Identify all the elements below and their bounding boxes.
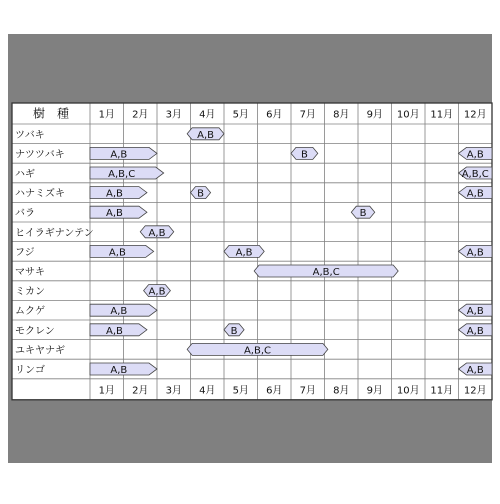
header-tree-species: 樹 種 — [32, 106, 70, 121]
period-bar-label: A,B — [108, 247, 126, 259]
month-label-top: 5月 — [232, 109, 249, 121]
species-name: ハナミズキ — [15, 188, 65, 200]
month-label-bottom: 5月 — [232, 385, 249, 397]
period-bar-label: A,B,C — [108, 169, 136, 180]
month-label-top: 1月 — [98, 109, 115, 121]
month-label-bottom: 3月 — [165, 385, 182, 397]
period-bar-label: A,B — [110, 365, 128, 376]
period-bar-label: A,B — [106, 188, 123, 200]
species-name: ユキヤナギ — [15, 345, 65, 357]
species-name: フジ — [15, 247, 35, 259]
species-name: ムクゲ — [15, 306, 45, 318]
period-bar-label: A,B — [106, 208, 123, 220]
month-label-bottom: 1月 — [98, 385, 115, 397]
species-name: マサキ — [15, 267, 45, 278]
period-bar-label: A,B,C — [312, 267, 340, 278]
month-label-bottom: 4月 — [199, 385, 216, 397]
period-bar-label: A,B — [148, 227, 166, 239]
species-name: ハギ — [15, 169, 35, 180]
species-name: ヒイラギナンテン — [15, 227, 94, 239]
period-bar-label: B — [197, 188, 204, 200]
month-label-top: 11月 — [430, 109, 454, 121]
month-label-bottom: 9月 — [366, 385, 383, 397]
month-label-top: 12月 — [463, 109, 487, 121]
month-label-top: 9月 — [366, 109, 383, 121]
species-name: ミカン — [15, 286, 45, 298]
period-bar-label: A,B — [466, 149, 484, 161]
month-label-bottom: 12月 — [463, 385, 487, 397]
period-bar-label: A,B — [466, 306, 484, 318]
month-label-top: 4月 — [199, 109, 216, 121]
species-name: バラ — [15, 208, 35, 220]
period-bar-label: A,B — [110, 149, 128, 161]
month-label-top: 7月 — [299, 109, 316, 121]
period-bar-label: B — [300, 149, 308, 161]
period-bar-label: B — [359, 208, 367, 220]
species-name: リンゴ — [15, 365, 45, 376]
month-label-top: 3月 — [165, 109, 182, 121]
period-bar-label: A,B — [466, 325, 484, 337]
period-bar-label: A,B — [110, 306, 128, 318]
period-bar-label: A,B — [235, 247, 253, 259]
month-label-bottom: 10月 — [396, 385, 420, 397]
month-label-top: 2月 — [132, 109, 149, 121]
period-bar-label: A,B,C — [243, 345, 272, 357]
species-name: モクレン — [15, 325, 55, 337]
month-label-top: 6月 — [266, 109, 283, 121]
month-label-top: 10月 — [396, 109, 420, 121]
period-bar-label: A,B — [466, 188, 484, 200]
period-bar-label: A,B — [106, 325, 123, 337]
species-name: ツバキ — [15, 129, 45, 141]
period-bar-label: A,B — [466, 365, 484, 376]
species-name: ナツツバキ — [15, 149, 65, 161]
month-label-top: 8月 — [333, 109, 350, 121]
period-bar-label: B — [230, 325, 238, 337]
month-label-bottom: 2月 — [132, 385, 149, 397]
period-bar-label: A,B,C — [461, 169, 489, 180]
month-label-bottom: 8月 — [333, 385, 350, 397]
period-bar-label: A,B — [466, 247, 484, 259]
month-label-bottom: 11月 — [430, 385, 454, 397]
month-label-bottom: 6月 — [266, 385, 283, 397]
period-bar-label: A,B — [197, 129, 215, 141]
month-label-bottom: 7月 — [299, 385, 316, 397]
period-bar-label: A,B — [148, 286, 166, 298]
